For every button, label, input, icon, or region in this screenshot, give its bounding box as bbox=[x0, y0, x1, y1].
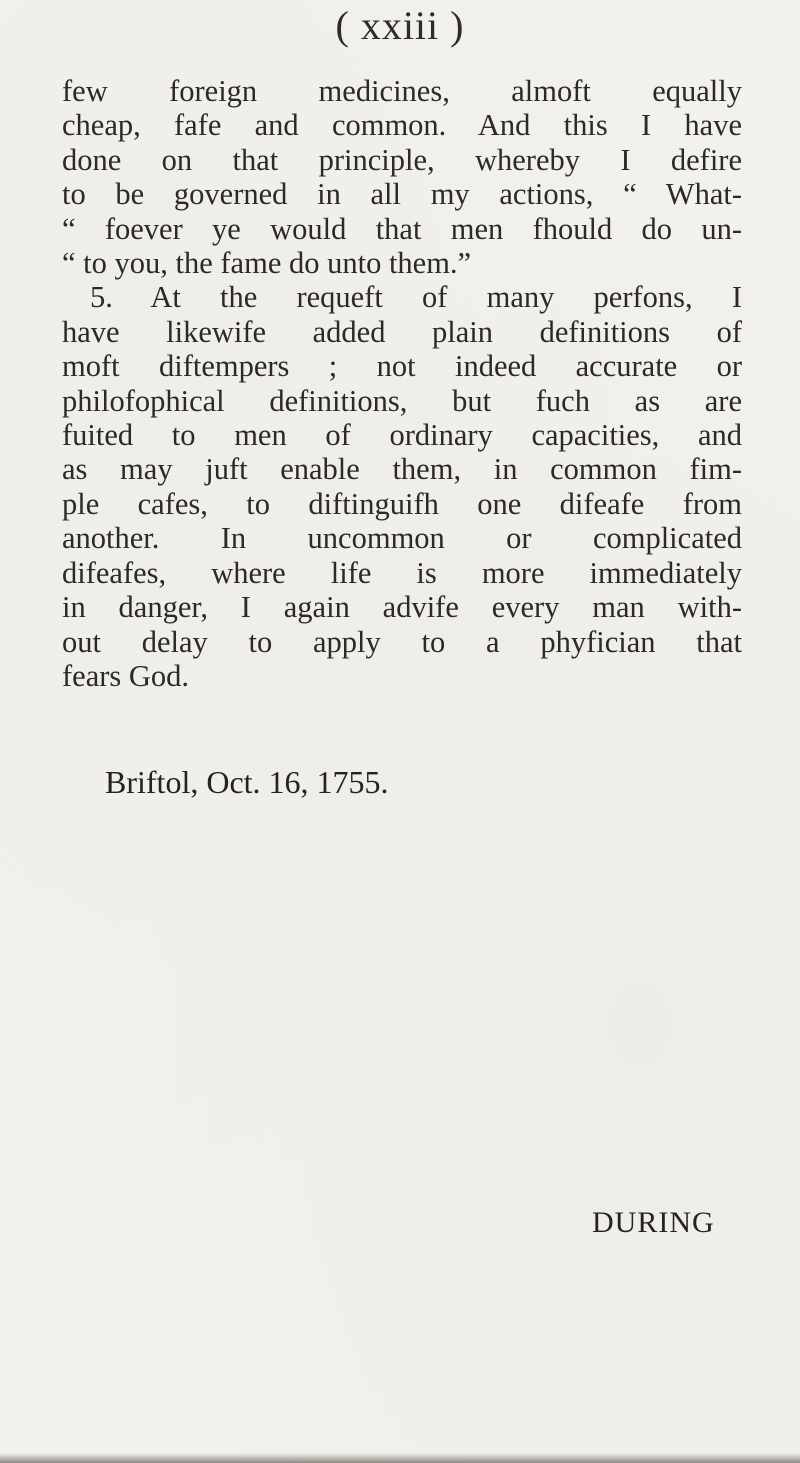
text-line: as may juft enable them, in common fim- bbox=[62, 452, 742, 487]
body-text bbox=[62, 74, 742, 693]
text-line: 5. At the requeft of many perfons, I bbox=[90, 280, 742, 315]
text-line: cheap, fafe and common. And this I have bbox=[62, 108, 742, 143]
text-line: “ to you, the fame do unto them.” bbox=[62, 246, 472, 281]
text-line: ple cafes, to diftinguifh one difeafe from bbox=[62, 486, 742, 521]
text-line: few foreign medicines, almoft equally bbox=[62, 74, 742, 108]
text-line: fears God. bbox=[62, 658, 190, 693]
page-number: ( xxiii ) bbox=[335, 3, 465, 48]
text-line: to be governed in all my actions, “ What- bbox=[62, 177, 742, 212]
text-line: have likewife added plain definitions of bbox=[62, 314, 742, 349]
text-line: “ foever ye would that men fhould do un- bbox=[62, 211, 742, 246]
text-line: done on that principle, whereby I defire bbox=[62, 142, 742, 177]
text-line: difeafes, where life is more immediately bbox=[62, 555, 742, 590]
text-line: philofophical definitions, but fuch as are bbox=[62, 383, 742, 418]
text-line: out delay to apply to a phyfician that bbox=[62, 624, 742, 659]
text-line: another. In uncommon or complicated bbox=[62, 521, 742, 556]
text-line: moft diftempers ; not indeed accurate or bbox=[62, 349, 742, 384]
page-bottom-edge bbox=[0, 1453, 800, 1463]
text-line: in danger, I again advife every man with- bbox=[62, 590, 742, 625]
signature-date: Briftol, Oct. 16, 1755. bbox=[105, 764, 389, 800]
text-line: fuited to men of ordinary capacities, and bbox=[62, 418, 742, 453]
catchword: DURING bbox=[592, 1206, 715, 1239]
